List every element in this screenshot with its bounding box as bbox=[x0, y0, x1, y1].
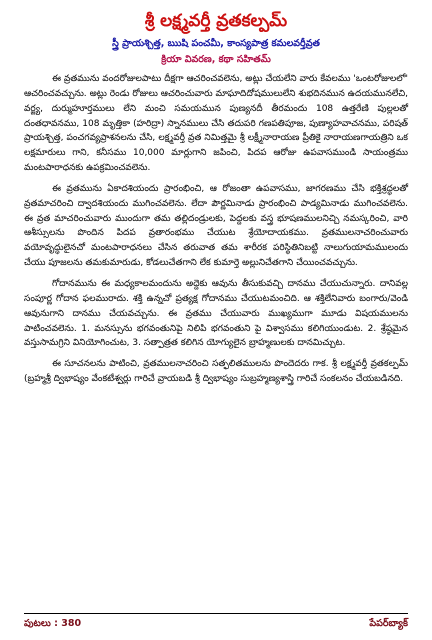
paragraph-2: ఈ వ్రతమును ఏకాదశియందు ప్రారంభించి, ఆ రోజంతా ఉపవాసము, జాగరణము చేసి భక్తిశ్రద్ధలతో వ్రతమాచరించి ద్వాదశియందు ముగించవలెను. లేదా పౌర్ణమినాడు ప్రారంభించి పాడ్యమినాడు ముగించవలెను. ఈ వ్రత మాచరించువారు ముందుగా తమ తల్లిదండ్రులకు, పెద్దలకు వస్త్ర భూషణములనిచ్చి నమస్కరించి, వారి ఆశీస్సులను పొందిన పిదప వ్రతారంభము చేయుట శ్రేయోదాయకము. వ్రతములనాచరించువారు వయోవృద్ధులైనచో మంటపారాధనలు చేసిన తరువాత తమ శారీరక పరిస్థితినిబట్టి నాలుగుయామములందు చేయు పూజలను తమకుమారుడు, కోడలుచేతగాని లేక కుమార్తె అల్లునిచేతగాని చేయించవచ్చును. bbox=[24, 183, 408, 269]
page-count: పుటలు : 380 bbox=[24, 618, 82, 629]
subtitle-line-1: స్త్రీ ప్రాయశ్చిత్త, ఋషి పంచమీ, కాంస్యపాత్ర కమలవర్తీవ్రత bbox=[112, 38, 320, 49]
paragraph-3: గోదానమును ఈ మధ్యకాలమందును అద్దెకు ఆవును తీసుకువచ్చి దానము చేయుచున్నారు. దానివల్ల సంపూర్ణ గోదాన ఫలమురాదు. శక్తి ఉన్నచో ప్రత్యక్ష గోదానము చేయుటమంచిది. ఆ శక్తిలేనివారు బంగారు/వెండి ఆవునుగాని దానము చేయవచ్చును. ఈ వ్రతము చేయువారు ముఖ్యముగా మూడు విషయములను పాటించవలెను. 1. మనస్సును భగవంతునిపై నిలిపి భగవంతుని పై విశ్వాసము కలిగియుండుట. 2. శ్రేష్ఠమైన వస్తుసామగ్రిని వినియోగించుట, 3. సత్పాత్రత కలిగిన యోగ్యులైన బ్రాహ్మణులకు దానమిచ్చుట. bbox=[24, 278, 408, 349]
book-info-footer bbox=[24, 613, 408, 630]
binding-type: పేపర్‌బ్యాక్ bbox=[369, 618, 408, 629]
page-title: శ్రీ లక్ష్మవర్తీ వ్రతకల్పమ్ bbox=[144, 11, 288, 31]
subtitle-line-2: క్రియా వివరణ, కథా సహితమ్ bbox=[161, 54, 271, 65]
paragraph-1: ఈ వ్రతమును వందరోజులపాటు దీక్షగా ఆచరించవలెను, అట్లు చేయలేని వారు కేవలము 'ఒంటరోజులలో' ఆచరించవచ్చును. అట్లు రెండు రోజులు ఆచరించువారు మాఘాదిదోషములులేని శుభదినమున ఉదయమునలేచి, వర్జ్య, దుర్ముహూర్తములు లేని మంచి సమయమున పుణ్యనదీ తీరమందు 108 ఉత్తరేణి పుల్లలతో దంతధావనము, 108 మృత్తికా (హరిద్రా) స్నానములు చేసి తదుపరి గణపతిపూజ, పుణ్యాహవాచనము, పరిషత్ ప్రాయశ్చిత్త, పంచగవ్యప్రాశనలను చేసి, లక్ష్మవర్తీ వ్రత నిమిత్తమై శ్రీ లక్ష్మీనారాయణ ప్రీతికై నారాయణగాయత్రిని ఒక లక్షమారులు గాని, కనీసము 10,000 మార్లుగాని జపించి, పిదప ఆరోజు ఉపవాసముండి సాయంత్రము మంటపారాధనకు ఉపక్రమించవలెను. bbox=[24, 74, 408, 174]
paragraph-4: ఈ సూచనలను పాటించి, వ్రతములనాచరించి సత్ఫలితములను పొందెదరు గాక. శ్రీ లక్ష్మవర్తీ వ్రతకల్పమ్ (బ్రహ్మశ్రీ ద్విభాష్యం వేంకటేశ్వర్లు గారిచే వ్రాయబడి శ్రీ ద్విభాష్యం సుబ్రహ్మణ్యశాస్త్రి గారిచే సంకలనం చేయబడినది. bbox=[24, 359, 408, 385]
